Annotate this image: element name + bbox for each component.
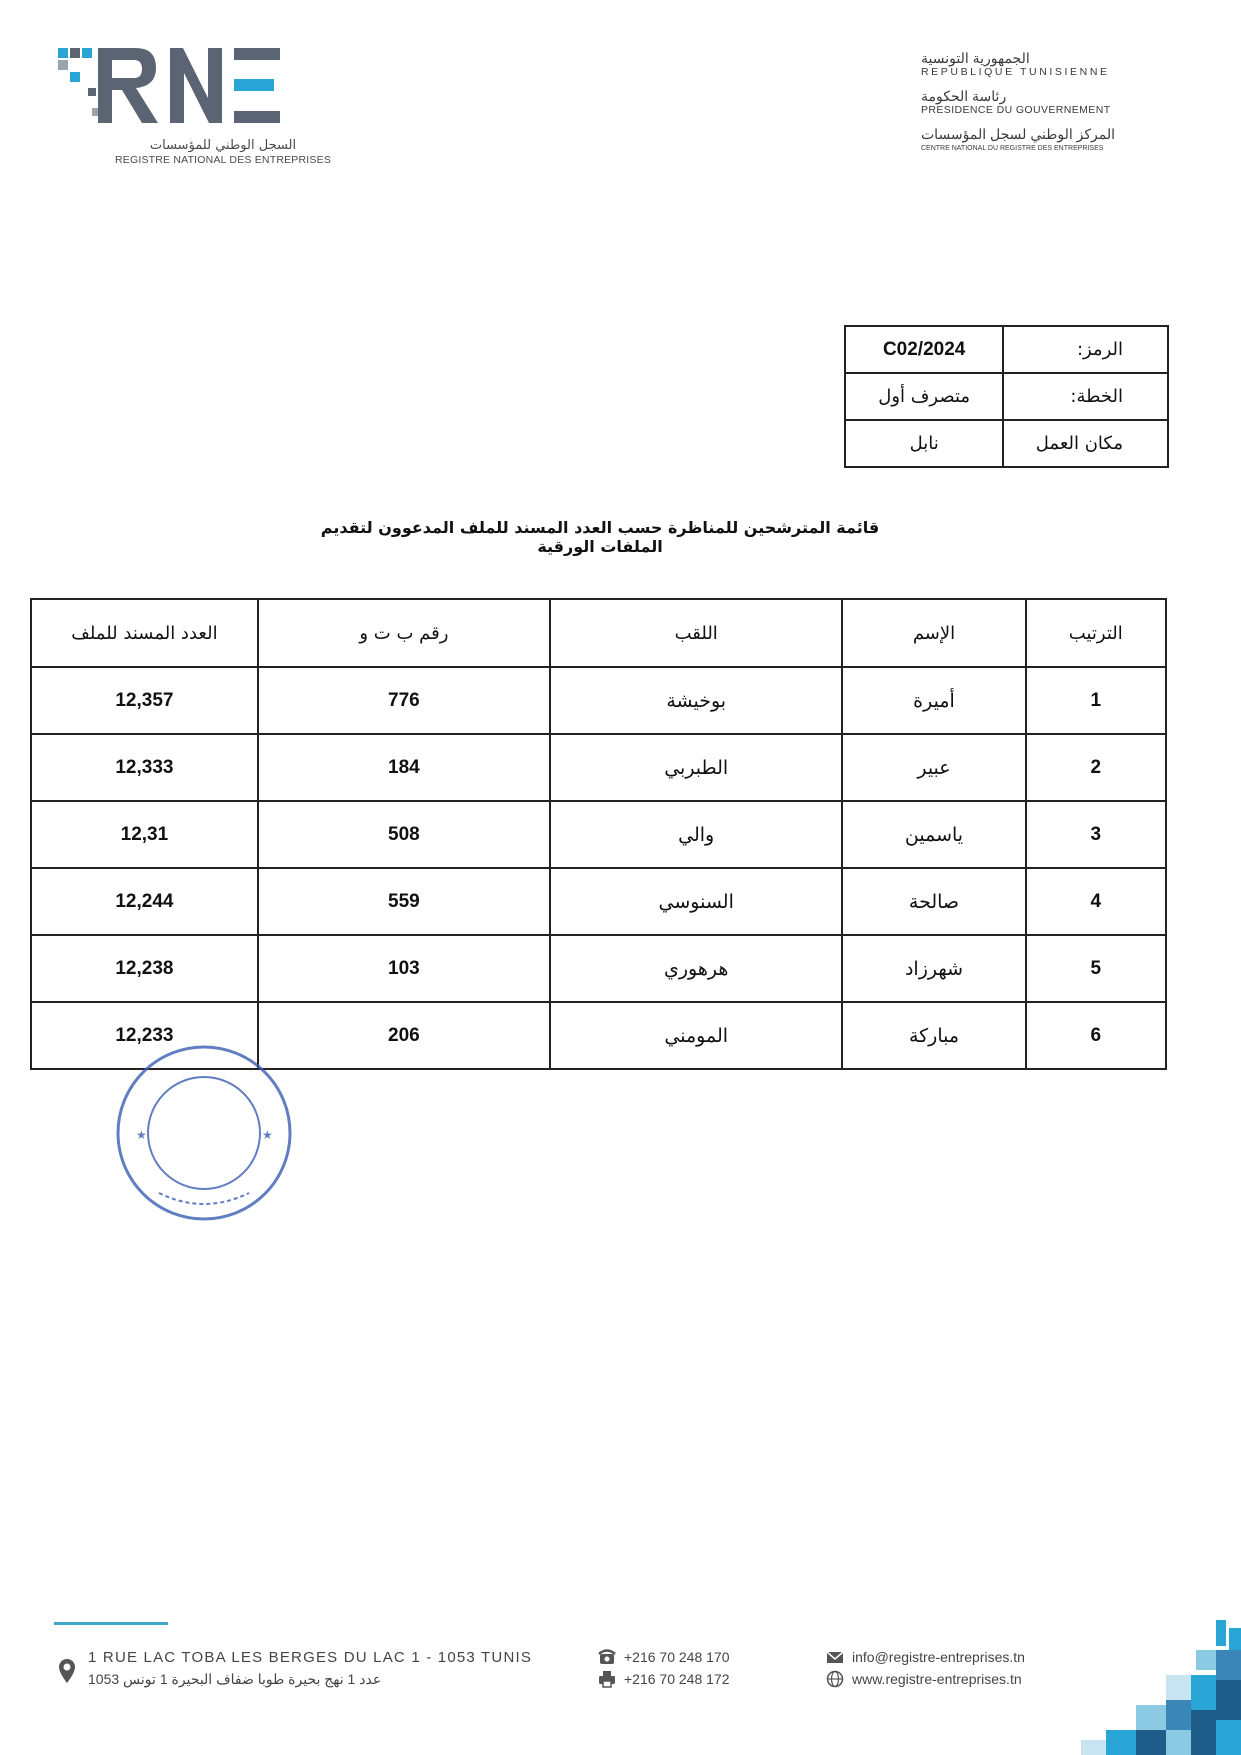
info-value-code: C02/2024: [845, 326, 1003, 373]
website-url[interactable]: www.registre-entreprises.tn: [852, 1671, 1022, 1687]
fax-icon: [598, 1670, 616, 1688]
info-row-code: [845, 326, 1168, 373]
cell-surname: الطبربي: [550, 734, 842, 801]
cell-id: 508: [258, 801, 550, 868]
center-fr: CENTRE NATIONAL DU REGISTRE DES ENTREPRISES: [921, 145, 1104, 152]
phone-number: +216 70 248 170: [624, 1649, 730, 1665]
table-row: [31, 935, 1166, 1002]
cell-id: 184: [258, 734, 550, 801]
table-row: [31, 667, 1166, 734]
info-key-code: الرمز:: [1003, 326, 1168, 373]
cell-name: صالحة: [842, 868, 1025, 935]
cell-rank: 2: [1026, 734, 1166, 801]
cell-score: 12,233: [31, 1002, 258, 1069]
info-row-position: [845, 373, 1168, 420]
info-row-workplace: [845, 420, 1168, 467]
cell-score: 12,238: [31, 935, 258, 1002]
cell-score: 12,244: [31, 868, 258, 935]
header-name: الإسم: [842, 599, 1025, 667]
footer-address: [88, 1649, 532, 1688]
republic-fr: REPUBLIQUE TUNISIENNE: [921, 66, 1110, 78]
footer-phones: [598, 1646, 730, 1690]
footer-online: [826, 1646, 1025, 1690]
location-pin-icon: [58, 1658, 76, 1684]
cell-score: 12,333: [31, 734, 258, 801]
table-header-row: [31, 599, 1166, 667]
logo-name-fr: REGISTRE NATIONAL DES ENTREPRISES: [114, 154, 332, 166]
candidates-table: [30, 598, 1167, 1070]
presidency-ar: رئاسة الحكومة: [921, 88, 1007, 104]
footer-accent-line: [54, 1622, 168, 1625]
cell-rank: 6: [1026, 1002, 1166, 1069]
cell-rank: 3: [1026, 801, 1166, 868]
cell-score: 12,357: [31, 667, 258, 734]
rne-logo-mark: [58, 48, 308, 128]
cell-rank: 1: [1026, 667, 1166, 734]
info-value-workplace: نابل: [845, 420, 1003, 467]
table-row: [31, 801, 1166, 868]
official-stamp: [114, 1043, 294, 1223]
cell-score: 12,31: [31, 801, 258, 868]
cell-surname: والي: [550, 801, 842, 868]
republic-ar: الجمهورية التونسية: [921, 50, 1030, 66]
cell-name: ياسمين: [842, 801, 1025, 868]
cell-name: أميرة: [842, 667, 1025, 734]
job-info-box: [844, 325, 1169, 468]
cell-id: 206: [258, 1002, 550, 1069]
info-value-position: متصرف أول: [845, 373, 1003, 420]
cell-id: 776: [258, 667, 550, 734]
fax-number: +216 70 248 172: [624, 1671, 730, 1687]
center-ar: المركز الوطني لسجل المؤسسات: [921, 126, 1115, 142]
cell-surname: هرهوري: [550, 935, 842, 1002]
svg-text:★: ★: [262, 1128, 273, 1142]
cell-rank: 4: [1026, 868, 1166, 935]
cell-surname: السنوسي: [550, 868, 842, 935]
presidency-fr: PRESIDENCE DU GOUVERNEMENT: [921, 104, 1111, 116]
header-rank: الترتيب: [1026, 599, 1166, 667]
header-score: العدد المسند للملف: [31, 599, 258, 667]
address-fr: 1 RUE LAC TOBA LES BERGES DU LAC 1 - 1053 TUNIS: [88, 1649, 533, 1666]
info-key-position: الخطة:: [1003, 373, 1168, 420]
email-icon: [826, 1648, 844, 1666]
address-ar: عدد 1 نهج بحيرة طوبا ضفاف البحيرة 1 تونس 1053: [88, 1671, 382, 1687]
info-key-workplace: مكان العمل: [1003, 420, 1168, 467]
table-row: [31, 734, 1166, 801]
government-header: [921, 50, 1181, 164]
globe-icon: [826, 1670, 844, 1688]
header-id: رقم ب ت و: [258, 599, 550, 667]
phone-icon: [598, 1648, 616, 1666]
cell-rank: 5: [1026, 935, 1166, 1002]
email-address[interactable]: info@registre-entreprises.tn: [852, 1649, 1025, 1665]
logo-name-ar: السجل الوطني للمؤسسات: [149, 138, 297, 153]
table-row: [31, 868, 1166, 935]
svg-text:★: ★: [136, 1128, 147, 1142]
cell-id: 103: [258, 935, 550, 1002]
document-title: قائمة المترشحين للمناظرة حسب العدد المسند للملف المدعوون لتقديم الملفات الورقية: [320, 518, 880, 556]
cell-name: عبير: [842, 734, 1025, 801]
cell-surname: بوخيشة: [550, 667, 842, 734]
cell-surname: المومني: [550, 1002, 842, 1069]
cell-id: 559: [258, 868, 550, 935]
decorative-squares: [1066, 1620, 1241, 1755]
cell-name: مباركة: [842, 1002, 1025, 1069]
rne-logo: [58, 48, 332, 168]
header-surname: اللقب: [550, 599, 842, 667]
cell-name: شهرزاد: [842, 935, 1025, 1002]
